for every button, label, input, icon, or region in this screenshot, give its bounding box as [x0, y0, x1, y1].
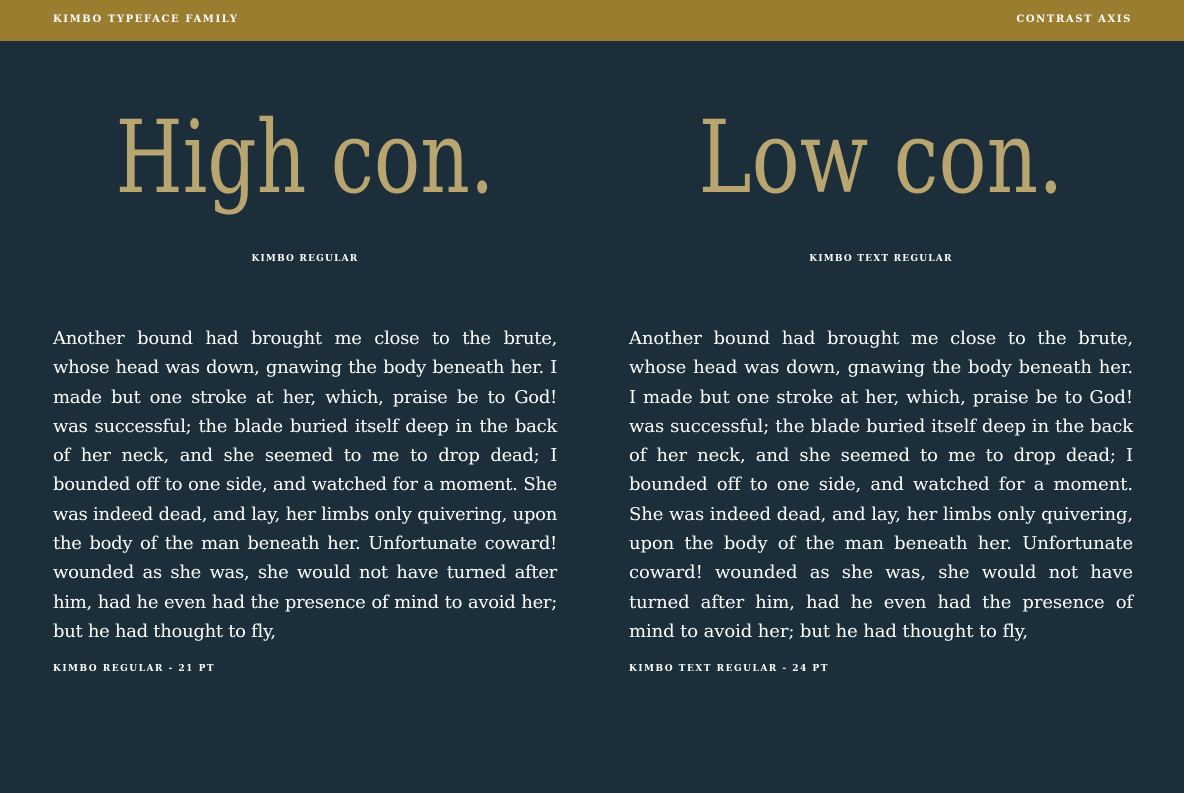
specimen-heading: Low con. [698, 99, 1064, 216]
specimen-caption: KIMBO TEXT REGULAR [809, 254, 953, 264]
specimen-heading: High con. [115, 99, 495, 216]
sample-paragraph: Another bound had brought me close to the brute, whose head was down, gnawing the body beneath her. I made but one stroke at her, which, praise be to God! was successful; the blade buried itself deep in the back of her neck, and she seemed to me to drop dead; I bounded off to one side, and watched for a moment. She was indeed dead, and lay, her limbs only quivering, upon the body of the man beneath her. Unfortunate coward! wounded as she was, she would not have turned after him, had he even had the presence of mind to avoid her; but he had thought to fly, [629, 328, 1133, 642]
header-title: KIMBO TYPEFACE FAMILY [53, 14, 239, 25]
header-bar [0, 0, 1184, 41]
specimen-caption: KIMBO REGULAR [251, 254, 359, 264]
size-label: KIMBO REGULAR - 21 PT [53, 664, 216, 674]
sample-paragraph: Another bound had brought me close to the brute, whose head was down, gnawing the body beneath her. I made but one stroke at her, which, praise be to God! was successful; the blade buried itself deep in the back of her neck, and she seemed to me to drop dead; I bounded off to one side, and watched for a moment. She was indeed dead, and lay, her limbs only quivering, upon the body of the man beneath her. Unfortunate coward! wounded as she was, she would not have turned after him, had he even had the presence of mind to avoid her; but he had thought to fly, [53, 328, 557, 642]
header-section-label: CONTRAST AXIS [1016, 14, 1132, 25]
size-label: KIMBO TEXT REGULAR - 24 PT [629, 664, 829, 674]
